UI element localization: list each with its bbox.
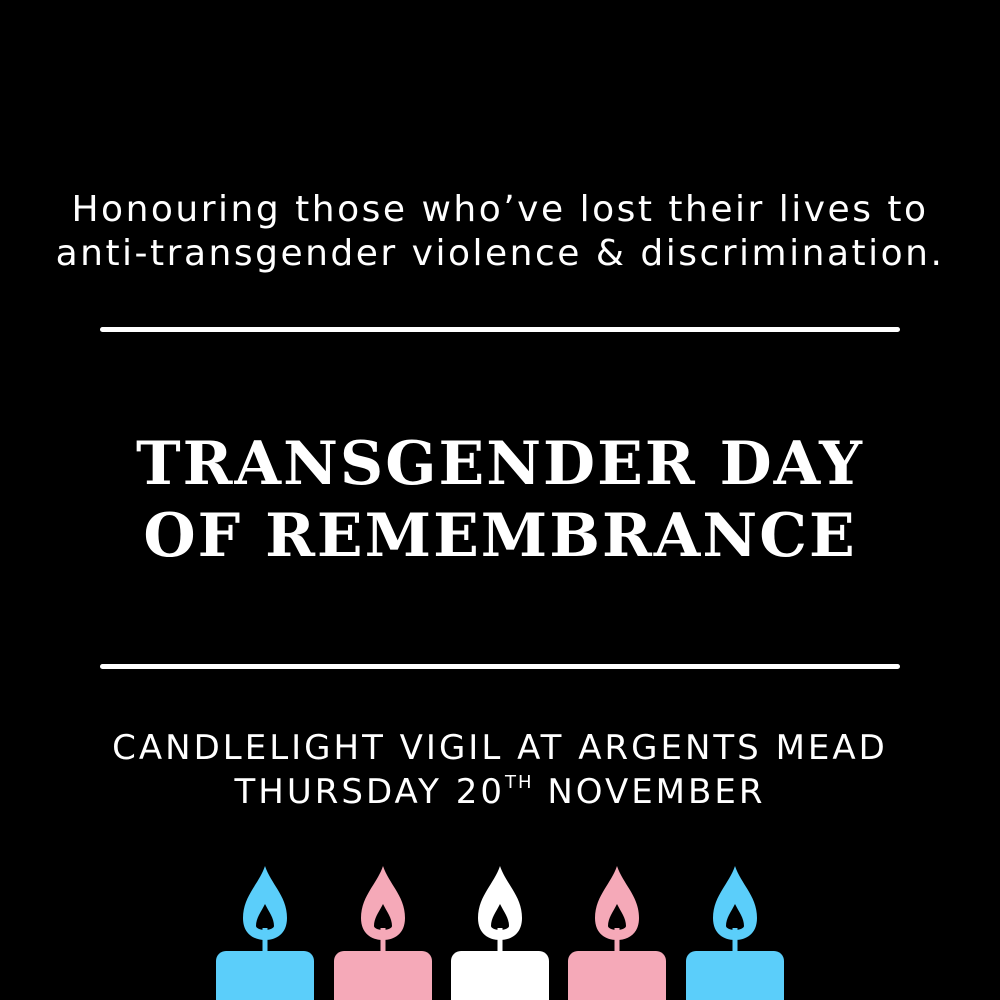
event-date-month: NOVEMBER <box>547 772 766 812</box>
candle-icon <box>451 866 549 1000</box>
candle-body <box>568 951 666 1000</box>
tagline-line-2: anti-transgender violence & discrimination. <box>55 233 945 274</box>
candle-icon <box>568 866 666 1000</box>
candle-wick <box>733 928 738 952</box>
tagline-line-1: Honouring those who’ve lost their lives to <box>71 189 929 230</box>
candle-icon <box>216 866 314 1000</box>
event-location: CANDLELIGHT VIGIL AT ARGENTS MEAD <box>112 728 888 768</box>
candle-icon <box>686 866 784 1000</box>
candle-body <box>451 951 549 1000</box>
title-line-2: OF REMEMBRANCE <box>143 501 857 571</box>
event-date-ordinal: TH <box>505 772 534 793</box>
candle-body <box>334 951 432 1000</box>
event-date-day: THURSDAY 20 <box>234 772 505 812</box>
candle-body <box>686 951 784 1000</box>
candle-wick <box>263 928 268 952</box>
candle-wick <box>615 928 620 952</box>
candle-wick <box>381 928 386 952</box>
candle-icon <box>334 866 432 1000</box>
title-line-1: TRANSGENDER DAY <box>136 429 864 499</box>
candle-wick <box>498 928 503 952</box>
candle-body <box>216 951 314 1000</box>
